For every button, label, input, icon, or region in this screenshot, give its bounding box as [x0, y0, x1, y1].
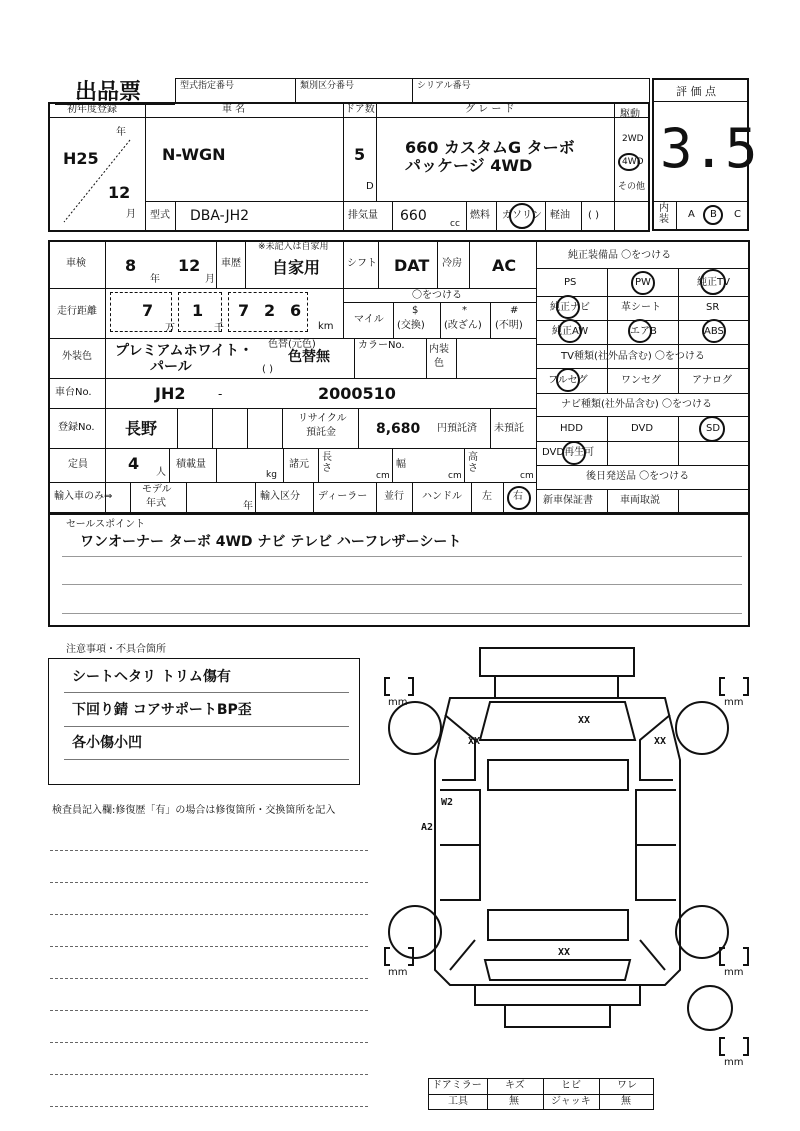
note-line-1: シートヘタリ トリム傷有	[72, 669, 231, 685]
circle-note: 〇をつける	[412, 290, 462, 301]
abs-circle	[702, 319, 726, 343]
equip-tv: 純正TV	[697, 277, 730, 288]
equip-pw: PW	[635, 277, 651, 288]
page-title: 出品票	[75, 80, 142, 105]
length-unit: cm	[376, 471, 390, 481]
recycle-state: 円預託済	[437, 423, 477, 434]
score-label: 評 価 点	[676, 85, 716, 98]
import-label: 輸入車のみ⇒	[54, 491, 113, 502]
first-reg-year: H25	[63, 149, 99, 168]
model-year-label-1: モデル	[142, 484, 172, 495]
tools-value: 無	[509, 1096, 519, 1107]
shaken-year-unit: 年	[150, 274, 160, 285]
mm-label-spare: mm	[724, 1057, 744, 1068]
mile-option: マイル	[354, 314, 384, 325]
recycle-label-1: リサイクル	[298, 413, 347, 424]
serial-number-label: シリアル番号	[417, 81, 471, 91]
fuel-label: 燃料	[470, 210, 490, 221]
height-unit: cm	[520, 471, 534, 481]
car-body-diagram	[380, 640, 760, 1080]
navi-dvd: DVD	[631, 423, 654, 434]
sen-unit: 千	[214, 323, 224, 334]
tools-label: 工具	[448, 1096, 468, 1107]
grade-line1: 660 カスタムG ターボ	[405, 138, 575, 157]
drive-other: その他	[618, 182, 646, 192]
mileage-digit-box-1	[110, 292, 172, 332]
mileage-digit-5: 6	[290, 301, 302, 320]
mileage-label: 走行距離	[57, 306, 97, 317]
equip-aw: 純正AW	[552, 326, 589, 337]
tv-fullseg: フルセグ	[548, 375, 588, 386]
capacity-value: 4	[128, 454, 140, 473]
sales-point-text: ワンオーナー ターボ 4WD ナビ テレビ ハーフレザーシート	[80, 534, 462, 550]
tv-type-title: TV種類(社外品含む) 〇をつける	[561, 351, 705, 362]
legend-crack: ヒビ	[561, 1080, 581, 1091]
sd-circle	[699, 416, 725, 442]
std-equip-title: 純正装備品 〇をつける	[568, 250, 672, 261]
tv-analog: アナログ	[692, 375, 732, 386]
recycle-label-2: 預託金	[306, 427, 336, 438]
color-label: 外装色	[62, 351, 92, 362]
color-line2: パール	[150, 359, 192, 375]
equip-sr: SR	[706, 302, 720, 313]
unknown-option: (不明)	[495, 320, 523, 331]
tv-oneseg: ワンセグ	[621, 375, 661, 386]
navi-circle	[556, 295, 580, 319]
fuel-diesel: 軽油	[550, 210, 570, 221]
man-unit: 万	[165, 323, 175, 334]
note-line-3: 各小傷小凹	[72, 735, 142, 751]
shift-value: DAT	[394, 256, 430, 275]
displacement-label: 排気量	[348, 210, 378, 221]
color-no-label: カラーNo.	[358, 340, 405, 351]
car-name: N-WGN	[162, 145, 226, 164]
interior-grade-label: 内装	[659, 203, 669, 225]
mileage-digit-3: 7	[238, 301, 250, 320]
doors-unit: D	[366, 181, 374, 192]
equip-leather: 革シート	[621, 302, 661, 313]
grade-selected-circle	[703, 205, 723, 225]
year-unit: 年	[116, 127, 126, 138]
history-value: 自家用	[272, 258, 321, 277]
chassis-dash: -	[218, 387, 223, 401]
shaken-label: 車検	[66, 258, 86, 269]
altered-option: (改ざん)	[444, 320, 482, 331]
mm-label-fl: mm	[388, 697, 408, 708]
doors-value: 5	[354, 145, 366, 164]
tv-circle	[700, 269, 726, 295]
later-title: 後日発送品 〇をつける	[586, 471, 690, 482]
mileage-digit-1: 7	[142, 301, 154, 320]
cooler-label: 冷房	[442, 258, 462, 269]
parallel-option: 並行	[384, 491, 404, 502]
dealer-option: ディーラー	[318, 491, 368, 502]
mm-label-rr: mm	[724, 967, 744, 978]
recolor-paren: ( )	[262, 364, 273, 375]
unknown-symbol: #	[510, 305, 519, 316]
mark-right-front: XX	[654, 736, 667, 747]
equip-navi: 純正ナビ	[550, 302, 590, 313]
color-line1: プレミアムホワイト・	[115, 343, 254, 359]
equip-abs: ABS	[704, 326, 724, 337]
displacement-value: 660	[400, 208, 427, 224]
recycle-value: 8,680	[376, 421, 421, 437]
model-label: 型式	[150, 210, 170, 221]
chassis-prefix: JH2	[155, 384, 186, 403]
km-unit: km	[318, 321, 334, 332]
load-label: 積載量	[176, 459, 206, 470]
recycle-unpaid: 未預託	[494, 423, 524, 434]
altered-symbol: *	[462, 305, 467, 316]
dvd-playback: DVD再生可	[542, 447, 595, 458]
capacity-label: 定員	[68, 459, 88, 470]
later-manual: 車両取説	[620, 495, 660, 506]
model-value: DBA-JH2	[190, 208, 250, 224]
mark-w2: W2	[441, 797, 454, 808]
drive-4wd-circle	[618, 153, 640, 171]
pw-circle	[631, 271, 655, 295]
history-note: ※未記入は自家用	[258, 242, 329, 252]
length-label: 長さ	[322, 452, 332, 474]
notes-label: 注意事項・不具合箇所	[66, 644, 166, 655]
width-unit: cm	[448, 471, 462, 481]
cooler-value: AC	[492, 256, 517, 275]
equip-airbag: エアB	[630, 326, 657, 337]
fuel-circle	[509, 203, 535, 229]
interior-color-label-1: 内装	[429, 344, 449, 355]
shaken-year: 8	[125, 256, 137, 275]
load-unit: kg	[266, 470, 277, 480]
doors-label: ドア数	[345, 104, 375, 115]
grade-line2: パッケージ 4WD	[405, 156, 533, 175]
drive-label: 駆動	[620, 109, 640, 120]
grade-c: C	[734, 209, 741, 220]
grade-label: グ レ ー ド	[465, 104, 515, 115]
model-year-unit: 年	[243, 501, 253, 512]
fuel-other: ( )	[588, 210, 599, 221]
navi-hdd: HDD	[560, 423, 583, 434]
reg-label: 登録No.	[58, 422, 95, 433]
mm-label-rl: mm	[388, 967, 408, 978]
navi-sd: SD	[706, 423, 721, 434]
dims-label: 諸元	[289, 459, 309, 470]
handle-right-circle	[507, 486, 531, 510]
first-reg-label: 初年度登録	[67, 104, 117, 115]
car-name-label: 車 名	[222, 104, 246, 115]
legend-door-mirror: ドアミラー	[432, 1080, 482, 1091]
jack-label: ジャッキ	[551, 1096, 591, 1107]
mm-label-fr: mm	[724, 697, 744, 708]
shift-label: シフト	[347, 258, 377, 269]
drive-2wd: 2WD	[622, 134, 644, 144]
chassis-label: 車台No.	[55, 387, 92, 398]
type-designation-label: 型式指定番号	[180, 81, 235, 91]
interior-color-label-2: 色	[434, 358, 444, 369]
height-label: 高さ	[468, 452, 478, 474]
jack-value: 無	[621, 1096, 631, 1107]
handle-left: 左	[482, 491, 492, 502]
exchange-symbol: $	[412, 305, 419, 316]
handle-label: ハンドル	[422, 491, 462, 502]
legend-scratch: キズ	[505, 1080, 525, 1091]
recolor-value: 色替無	[288, 349, 330, 365]
fuel-gasoline: ガソリン	[502, 210, 542, 221]
mileage-digit-2: 1	[192, 301, 204, 320]
sales-point-box	[48, 513, 750, 627]
mark-left-front: XX	[468, 736, 481, 747]
import-kubun-label: 輸入区分	[260, 491, 300, 502]
drive-4wd: 4WD	[622, 157, 644, 167]
inspector-label: 検査員記入欄:修復歴「有」の場合は修復箇所・交換箇所を記入	[52, 805, 336, 816]
reg-value: 長野	[125, 419, 158, 438]
mark-a2: A2	[421, 822, 434, 833]
fullseg-circle	[556, 368, 580, 392]
legend-break: ワレ	[617, 1080, 637, 1091]
navi-type-title: ナビ種類(社外品含む) 〇をつける	[561, 399, 712, 410]
score-value: 3.5	[660, 117, 758, 180]
history-label: 車歴	[221, 258, 241, 269]
recolor-top: 色替(元色)	[268, 339, 316, 350]
width-label: 幅	[396, 459, 406, 470]
sales-point-label: セールスポイント	[66, 519, 146, 530]
grade-a: A	[688, 209, 695, 220]
shaken-month: 12	[178, 256, 201, 275]
model-year-label-2: 年式	[146, 498, 166, 509]
grade-b: B	[710, 209, 717, 220]
exchange-option: (交換)	[397, 320, 425, 331]
handle-right: 右	[513, 491, 523, 502]
class-number-label: 類別区分番号	[300, 81, 355, 91]
mileage-digit-4: 2	[264, 301, 276, 320]
chassis-number: 2000510	[318, 384, 396, 403]
later-warranty: 新車保証書	[543, 495, 593, 506]
shaken-month-unit: 月	[205, 274, 215, 285]
mark-rear: XX	[558, 947, 571, 958]
displacement-unit: cc	[450, 219, 460, 229]
mark-front: XX	[578, 715, 591, 726]
dvd-playback-circle	[562, 441, 586, 465]
aw-circle	[558, 319, 582, 343]
equip-ps: PS	[564, 277, 577, 288]
airbag-circle	[628, 319, 652, 343]
first-reg-month: 12	[108, 183, 131, 202]
month-unit: 月	[126, 209, 136, 220]
note-line-2: 下回り錆 コアサポートBP歪	[72, 702, 252, 718]
capacity-unit: 人	[156, 467, 166, 478]
